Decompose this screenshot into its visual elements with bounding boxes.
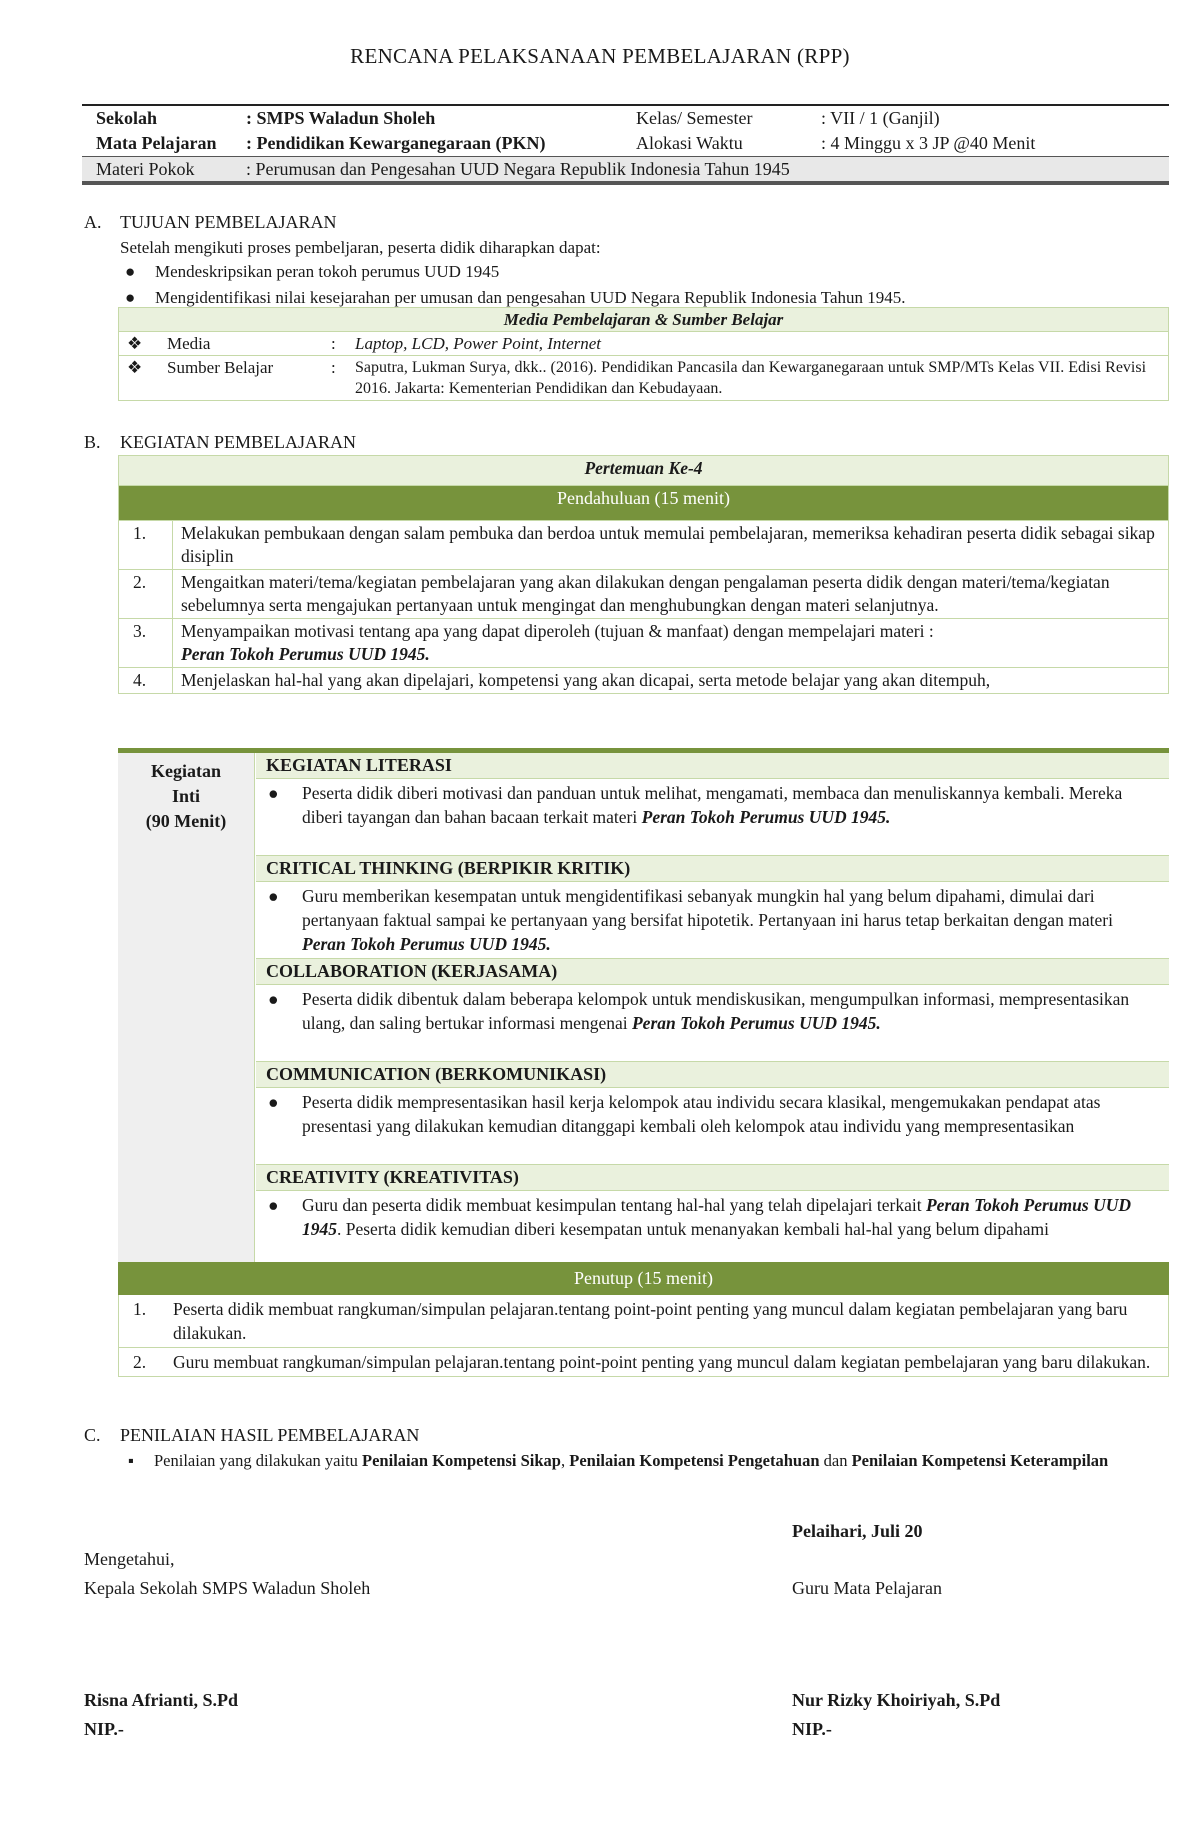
sumber-label: Sumber Belajar bbox=[159, 356, 323, 401]
step-text: Peserta didik membuat rangkuman/simpulan pelajaran.tentang point-point penting yang muncul dalam kegiatan pembelajaran yang baru dilakukan. bbox=[173, 1299, 1128, 1343]
objective-text: Mendeskripsikan peran tokoh perumus UUD 1945 bbox=[155, 262, 500, 281]
section-a-heading bbox=[84, 212, 337, 233]
alokasi-value: : 4 Minggu x 3 JP @40 Menit bbox=[821, 133, 1036, 153]
bullet-dot-icon: ● bbox=[268, 1195, 279, 1215]
section-c-heading bbox=[84, 1425, 419, 1446]
bullet-dot-icon: ● bbox=[268, 989, 279, 1009]
activity-tail: . Peserta didik kemudian diberi kesempatan untuk menanyakan kembali hal-hal yang belum dipahami bbox=[337, 1219, 1049, 1239]
penilaian-bold: Penilaian Kompetensi Pengetahuan bbox=[569, 1451, 820, 1470]
diamond-bullet-icon: ❖ bbox=[119, 332, 160, 356]
sumber-value: Saputra, Lukman Surya, dkk.. (2016). Pendidikan Pancasila dan Kewarganegaraan untuk SMP/MTs Kelas VII. Edisi Revisi 2016. Jakarta: Kementerian Pendidikan dan Kebudayaan. bbox=[347, 356, 1169, 401]
objective-item bbox=[125, 287, 906, 309]
media-table bbox=[118, 307, 1169, 401]
step-number: 1. bbox=[119, 521, 173, 570]
section-a-title: TUJUAN PEMBELAJARAN bbox=[120, 212, 337, 232]
objective-item bbox=[125, 261, 500, 283]
bullet-dot-icon: ● bbox=[268, 783, 279, 803]
activity-heading: KEGIATAN LITERASI bbox=[256, 753, 1169, 779]
kelas-label: Kelas/ Semester bbox=[636, 108, 753, 128]
section-b-title: KEGIATAN PEMBELAJARAN bbox=[120, 432, 357, 452]
step-text: Menjelaskan hal-hal yang akan dipelajari, kompetensi yang akan dicapai, serta metode belajar yang akan ditempuh, bbox=[173, 668, 1169, 694]
penutup-header: Penutup (15 menit) bbox=[118, 1262, 1169, 1295]
bullet-dot-icon: ● bbox=[125, 262, 136, 281]
section-c-label: C. bbox=[84, 1425, 101, 1445]
media-label: Media bbox=[159, 332, 323, 356]
pendahuluan-step bbox=[119, 570, 1169, 619]
guru-name: Nur Rizky Khoiriyah, S.Pd bbox=[792, 1690, 1001, 1710]
kepala-title: Kepala Sekolah SMPS Waladun Sholeh bbox=[84, 1578, 371, 1598]
penilaian-plain: , bbox=[560, 1451, 570, 1470]
kegiatan-inti bbox=[118, 748, 1169, 1267]
diamond-bullet-icon: ❖ bbox=[119, 356, 160, 401]
pendahuluan-step bbox=[119, 668, 1169, 694]
activity-text: Peserta didik diberi motivasi dan panduan untuk melihat, mengamati, membaca dan menuliskannya kembali. Mereka diberi tayangan dan bahan bacaan terkait materi bbox=[302, 783, 1123, 827]
step-text: Melakukan pembukaan dengan salam pembuka dan berdoa untuk memulai pembelajaran, memeriksa kehadiran peserta didik sebagai sikap disiplin bbox=[173, 521, 1169, 570]
header-row-2 bbox=[82, 131, 1169, 156]
bullet-dot-icon: ● bbox=[268, 886, 279, 906]
header-row-materi bbox=[82, 156, 1169, 185]
inti-label-line: Kegiatan bbox=[151, 761, 221, 781]
penutup-step bbox=[118, 1348, 1169, 1377]
materi-label: Materi Pokok bbox=[96, 158, 195, 179]
sumber-colon: : bbox=[323, 356, 347, 401]
alokasi-label: Alokasi Waktu bbox=[636, 133, 743, 153]
step-text-container bbox=[173, 619, 1169, 668]
pendahuluan-step bbox=[119, 619, 1169, 668]
media-table-header: Media Pembelajaran & Sumber Belajar bbox=[119, 308, 1169, 332]
activity-body bbox=[256, 1088, 1169, 1165]
activity-text: Guru memberikan kesempatan untuk mengidentifikasi sebanyak mungkin hal yang belum dipahami, dimulai dari pertanyaan faktual sampai ke pertanyaan yang bersifat hipotetik. Pertanyaan ini harus tetap berkaitan dengan materi bbox=[302, 886, 1113, 930]
activity-body bbox=[256, 1191, 1169, 1267]
inti-activities bbox=[256, 753, 1169, 1267]
penilaian-plain: dan bbox=[819, 1451, 852, 1470]
guru-title: Guru Mata Pelajaran bbox=[792, 1578, 942, 1598]
activity-emphasis: Peran Tokoh Perumus UUD 1945. bbox=[631, 1013, 881, 1033]
activity-body bbox=[256, 779, 1169, 856]
penilaian-bold: Penilaian Kompetensi Sikap bbox=[362, 1451, 561, 1470]
place-date: Pelaihari, Juli 20 bbox=[792, 1521, 923, 1541]
penilaian-plain: Penilaian yang dilakukan yaitu bbox=[154, 1451, 363, 1470]
media-value: Laptop, LCD, Power Point, Internet bbox=[347, 332, 1169, 356]
kepala-nip: NIP.- bbox=[84, 1719, 124, 1739]
kepala-name: Risna Afrianti, S.Pd bbox=[84, 1690, 239, 1710]
section-b-heading bbox=[84, 432, 356, 453]
step-number: 1. bbox=[133, 1299, 147, 1319]
inti-label bbox=[118, 753, 255, 1267]
step-number: 2. bbox=[133, 1352, 147, 1372]
activity-text: Peserta didik mempresentasikan hasil kerja kelompok atau individu secara klasikal, mengemukakan pendapat atas presentasi yang dilakukan kemudian ditanggapi kembali oleh kelompok atau individu yang mempresentasikan bbox=[302, 1092, 1101, 1136]
mengetahui: Mengetahui, bbox=[84, 1549, 175, 1569]
guru-nip: NIP.- bbox=[792, 1719, 832, 1739]
activity-text: Guru dan peserta didik membuat kesimpulan tentang hal-hal yang telah dipelajari terkait bbox=[302, 1195, 922, 1215]
sekolah-label: Sekolah bbox=[96, 108, 158, 128]
sekolah-value: : SMPS Waladun Sholeh bbox=[246, 108, 436, 128]
section-c-title: PENILAIAN HASIL PEMBELAJARAN bbox=[120, 1425, 420, 1445]
activity-emphasis: Peran Tokoh Perumus UUD 1945. bbox=[302, 934, 551, 954]
section-a-intro: Setelah mengikuti proses pembeljaran, peserta didik diharapkan dapat: bbox=[120, 238, 601, 257]
materi-value: : Perumusan dan Pengesahan UUD Negara Republik Indonesia Tahun 1945 bbox=[246, 158, 790, 179]
pendahuluan-step bbox=[119, 521, 1169, 570]
bullet-dot-icon: ● bbox=[125, 288, 136, 307]
document-title: RENCANA PELAKSANAAN PEMBELAJARAN (RPP) bbox=[350, 44, 850, 68]
inti-label-line: Inti bbox=[171, 786, 200, 806]
media-row bbox=[119, 356, 1169, 401]
penutup-block bbox=[118, 1262, 1169, 1377]
step-emphasis: Peran Tokoh Perumus UUD 1945. bbox=[181, 644, 430, 664]
media-row bbox=[119, 332, 1169, 356]
step-text: Guru membuat rangkuman/simpulan pelajaran.tentang point-point penting yang muncul dalam kegiatan pembelajaran yang baru dilakukan. bbox=[173, 1352, 1151, 1372]
objective-text: Mengidentifikasi nilai kesejarahan per umusan dan pengesahan UUD Negara Republik Indonesia Tahun 1945. bbox=[155, 288, 906, 307]
activity-heading: COMMUNICATION (BERKOMUNIKASI) bbox=[256, 1062, 1169, 1088]
media-colon: : bbox=[323, 332, 347, 356]
pertemuan-header: Pertemuan Ke-4 bbox=[119, 456, 1169, 486]
step-text: Mengaitkan materi/tema/kegiatan pembelajaran yang akan dilakukan dengan pengalaman peserta didik dengan materi/tema/kegiatan sebelumnya serta mengajukan pertanyaan untuk mengingat dan menghubungkan dengan materi selanjutnya. bbox=[173, 570, 1169, 619]
activity-body bbox=[256, 882, 1169, 959]
activity-emphasis: Peran Tokoh Perumus UUD 1945. bbox=[641, 807, 891, 827]
kegiatan-table bbox=[118, 455, 1169, 694]
mapel-value: : Pendidikan Kewarganegaraan (PKN) bbox=[246, 133, 546, 153]
step-text: Menyampaikan motivasi tentang apa yang dapat diperoleh (tujuan & manfaat) dengan mempelajari materi : bbox=[181, 621, 934, 641]
pendahuluan-header: Pendahuluan (15 menit) bbox=[119, 486, 1169, 521]
activity-emphasis: Peran Tokoh Perumus UUD 1945 bbox=[302, 1195, 1131, 1239]
square-bullet-icon: ▪ bbox=[128, 1451, 134, 1470]
inti-label-line: (90 Menit) bbox=[145, 811, 227, 831]
step-number: 4. bbox=[119, 668, 173, 694]
penilaian-bold: Penilaian Kompetensi Keterampilan bbox=[851, 1451, 1109, 1470]
penilaian-text bbox=[128, 1450, 1169, 1472]
mapel-label: Mata Pelajaran bbox=[96, 133, 217, 153]
activity-heading: CRITICAL THINKING (BERPIKIR KRITIK) bbox=[256, 856, 1169, 882]
activity-heading: CREATIVITY (KREATIVITAS) bbox=[256, 1165, 1169, 1191]
identity-header bbox=[82, 104, 1169, 185]
activity-heading: COLLABORATION (KERJASAMA) bbox=[256, 959, 1169, 985]
kelas-value: : VII / 1 (Ganjil) bbox=[821, 108, 940, 128]
step-number: 3. bbox=[119, 619, 173, 668]
header-row-1 bbox=[82, 106, 1169, 131]
penutup-step bbox=[118, 1295, 1169, 1348]
activity-body bbox=[256, 985, 1169, 1062]
section-b-label: B. bbox=[84, 432, 101, 452]
activity-text: Peserta didik dibentuk dalam beberapa kelompok untuk mendiskusikan, mengumpulkan informasi, mempresentasikan ulang, dan saling bertukar informasi mengenai bbox=[302, 989, 1130, 1033]
bullet-dot-icon: ● bbox=[268, 1092, 279, 1112]
step-number: 2. bbox=[119, 570, 173, 619]
section-a-label: A. bbox=[84, 212, 102, 232]
